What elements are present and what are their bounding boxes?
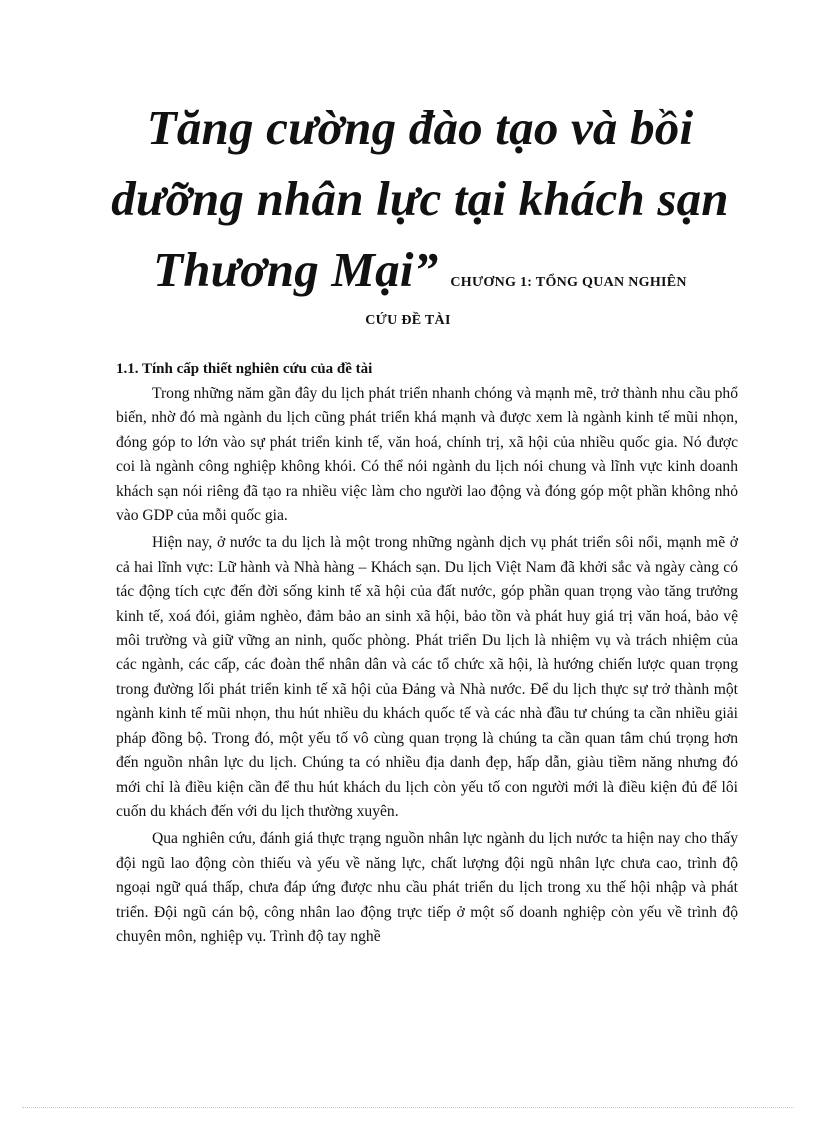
page-bottom-divider	[22, 1107, 794, 1108]
body-text	[116, 382, 738, 952]
title-line-2: dưỡng nhân lực tại khách sạn	[111, 171, 729, 226]
chapter-heading-part1: CHƯƠNG 1: TỔNG QUAN NGHIÊN	[450, 275, 687, 290]
section-heading: 1.1. Tính cấp thiết nghiên cứu của đề tài	[116, 361, 373, 377]
title-line-1: Tăng cường đào tạo và bồi	[146, 100, 694, 155]
title-line-3	[100, 234, 740, 318]
chapter-heading-part2: CỨU ĐỀ TÀI	[365, 313, 451, 328]
paragraph: Qua nghiên cứu, đánh giá thực trạng nguồn nhân lực ngành du lịch nước ta hiện nay cho thấy đội ngũ lao động còn thiếu và yếu về năng lực, chất lượng đội ngũ nhân lực chưa cao, trình độ ngoại ngữ quá thấp, chưa đáp ứng được nhu cầu phát triển du lịch trong xu thế hội nhập và phát triển. Đội ngũ cán bộ, công nhân lao động trực tiếp ở một số doanh nghiệp còn yếu về trình độ chuyên môn, nghiệp vụ. Trình độ tay nghề	[116, 830, 738, 945]
title-line-3-text: Thương Mại”	[153, 242, 439, 297]
paragraph: Trong những năm gần đây du lịch phát triển nhanh chóng và mạnh mẽ, trở thành nhu cầu phổ biến, nhờ đó mà ngành du lịch cũng phát triển khá mạnh và được xem là ngành kinh tế mũi nhọn, đóng góp to lớn vào sự phát triển kinh tế, văn hoá, chính trị, xã hội của nhiều quốc gia. Nó được coi là ngành công nghiệp không khói. Có thể nói ngành du lịch nói chung và lĩnh vực kinh doanh khách sạn nói riêng đã tạo ra nhiều việc làm cho người lao động và đóng góp một phần không nhỏ vào GDP của mỗi quốc gia.	[116, 385, 738, 525]
document-title	[100, 92, 740, 318]
paragraph: Hiện nay, ở nước ta du lịch là một trong những ngành dịch vụ phát triển sôi nổi, mạnh mẽ ở cả hai lĩnh vực: Lữ hành và Nhà hàng – Khách sạn. Du lịch Việt Nam đã khởi sắc và ngày càng có tác động tích cực đến đời sống kinh tế xã hội của đất nước, góp phần quan trọng vào tăng trưởng kinh tế, xoá đói, giảm nghèo, đảm bảo an sinh xã hội, bảo tồn và phát huy giá trị văn hoá, bảo vệ môi trường và giữ vững an ninh, quốc phòng. Phát triển Du lịch là nhiệm vụ và trách nhiệm của các ngành, các cấp, các đoàn thể nhân dân và các tổ chức xã hội, là hướng chiến lược quan trọng trong đường lối phát triển kinh tế xã hội của Đảng và Nhà nước. Để du lịch thực sự trở thành một ngành kinh tế mũi nhọn, thu hút nhiều du khách quốc tế và các nhà đầu tư chúng ta cần nhiều giải pháp đồng bộ. Trong đó, một yếu tố vô cùng quan trọng là chúng ta cần quan tâm chú trọng hơn đến nguồn nhân lực du lịch. Chúng ta có nhiều địa danh đẹp, hấp dẫn, giàu tiềm năng nhưng đó mới chỉ là điều kiện cần để thu hút khách du lịch còn yếu tố con người mới là điều kiện đủ để lôi cuốn du khách đến với du lịch thường xuyên.	[116, 534, 738, 820]
